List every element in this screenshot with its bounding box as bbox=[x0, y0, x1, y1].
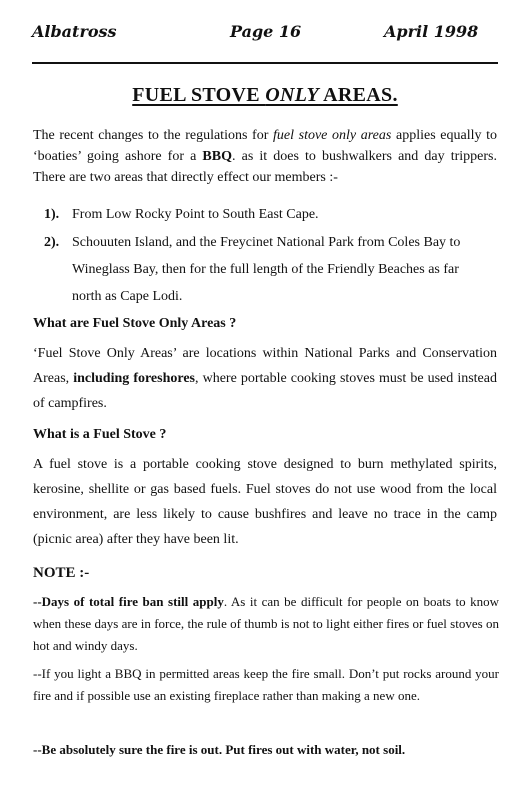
intro-bbq: BBQ bbox=[202, 149, 232, 164]
note-item-bold: --Days of total fire ban still apply bbox=[33, 594, 224, 609]
header-publication-name: Albatross bbox=[32, 22, 117, 41]
note-item-text: . As it can be difficult for people on boats to know when these days are in force, the rule of thumb is not to light either fires or fuel stoves on hot and windy days. bbox=[33, 594, 499, 653]
intro-text-1: The recent changes to the regulations for bbox=[33, 128, 273, 143]
article-title bbox=[0, 84, 530, 107]
section-paragraph-areas bbox=[33, 341, 497, 416]
header-page-number: Page 16 bbox=[230, 22, 302, 41]
section-paragraph-fuel-stove: A fuel stove is a portable cooking stove designed to burn methylated spirits, kerosine, shellite or gas based fuels. Fuel stoves do not use wood from the local environment, are less likely to cause bushfires and leave no trace in the camp (picnic area) after they have been lit. bbox=[33, 457, 497, 547]
list-item-text: From Low Rocky Point to South East Cape. bbox=[72, 207, 319, 222]
title-part-2: AREAS. bbox=[318, 84, 398, 106]
note-heading: NOTE :- bbox=[33, 565, 90, 581]
intro-text-2: applies equally to ‘boaties’ going ashore for a bbox=[33, 128, 498, 164]
list-item-number: 1). bbox=[44, 207, 60, 222]
note-item-bbq: --If you light a BBQ in permitted areas keep the fire small. Don’t put rocks around your fire and if possible use an existing fireplace rather than making a new one. bbox=[33, 666, 499, 703]
note-item-fire-out: --Be absolutely sure the fire is out. Put fires out with water, not soil. bbox=[33, 742, 406, 757]
areas-text-2: , where portable cooking stoves must be used instead of campfires. bbox=[33, 371, 497, 411]
note-item-fire-ban bbox=[33, 591, 499, 657]
list-item-text: Schouuten Island, and the Freycinet National Park from Coles Bay to bbox=[72, 235, 461, 250]
areas-emphasis: including foreshores bbox=[73, 371, 196, 386]
areas-text-1: ‘Fuel Stove Only Areas’ are locations within National Parks and Conservation Areas, bbox=[33, 346, 497, 386]
title-part-1: FUEL STOVE bbox=[132, 84, 266, 106]
list-item bbox=[44, 201, 494, 228]
section-heading-fuel-stove-areas: What are Fuel Stove Only Areas ? bbox=[33, 316, 237, 331]
list-item-continuation: Wineglass Bay, then for the full length of the Friendly Beaches as far bbox=[72, 262, 459, 277]
list-item-continuation: north as Cape Lodi. bbox=[72, 289, 183, 304]
intro-text-3: . as it does to bushwalkers and day trippers. There are two areas that directly effect our members :- bbox=[33, 149, 497, 185]
header-divider bbox=[32, 62, 498, 64]
list-item bbox=[44, 229, 494, 310]
header-date: April 1998 bbox=[384, 22, 479, 41]
title-emphasis: ONLY bbox=[265, 84, 319, 106]
intro-paragraph bbox=[33, 125, 497, 188]
section-heading-fuel-stove: What is a Fuel Stove ? bbox=[33, 427, 167, 442]
intro-emphasis: fuel stove only areas bbox=[273, 128, 392, 143]
list-item-number: 2). bbox=[44, 235, 60, 250]
